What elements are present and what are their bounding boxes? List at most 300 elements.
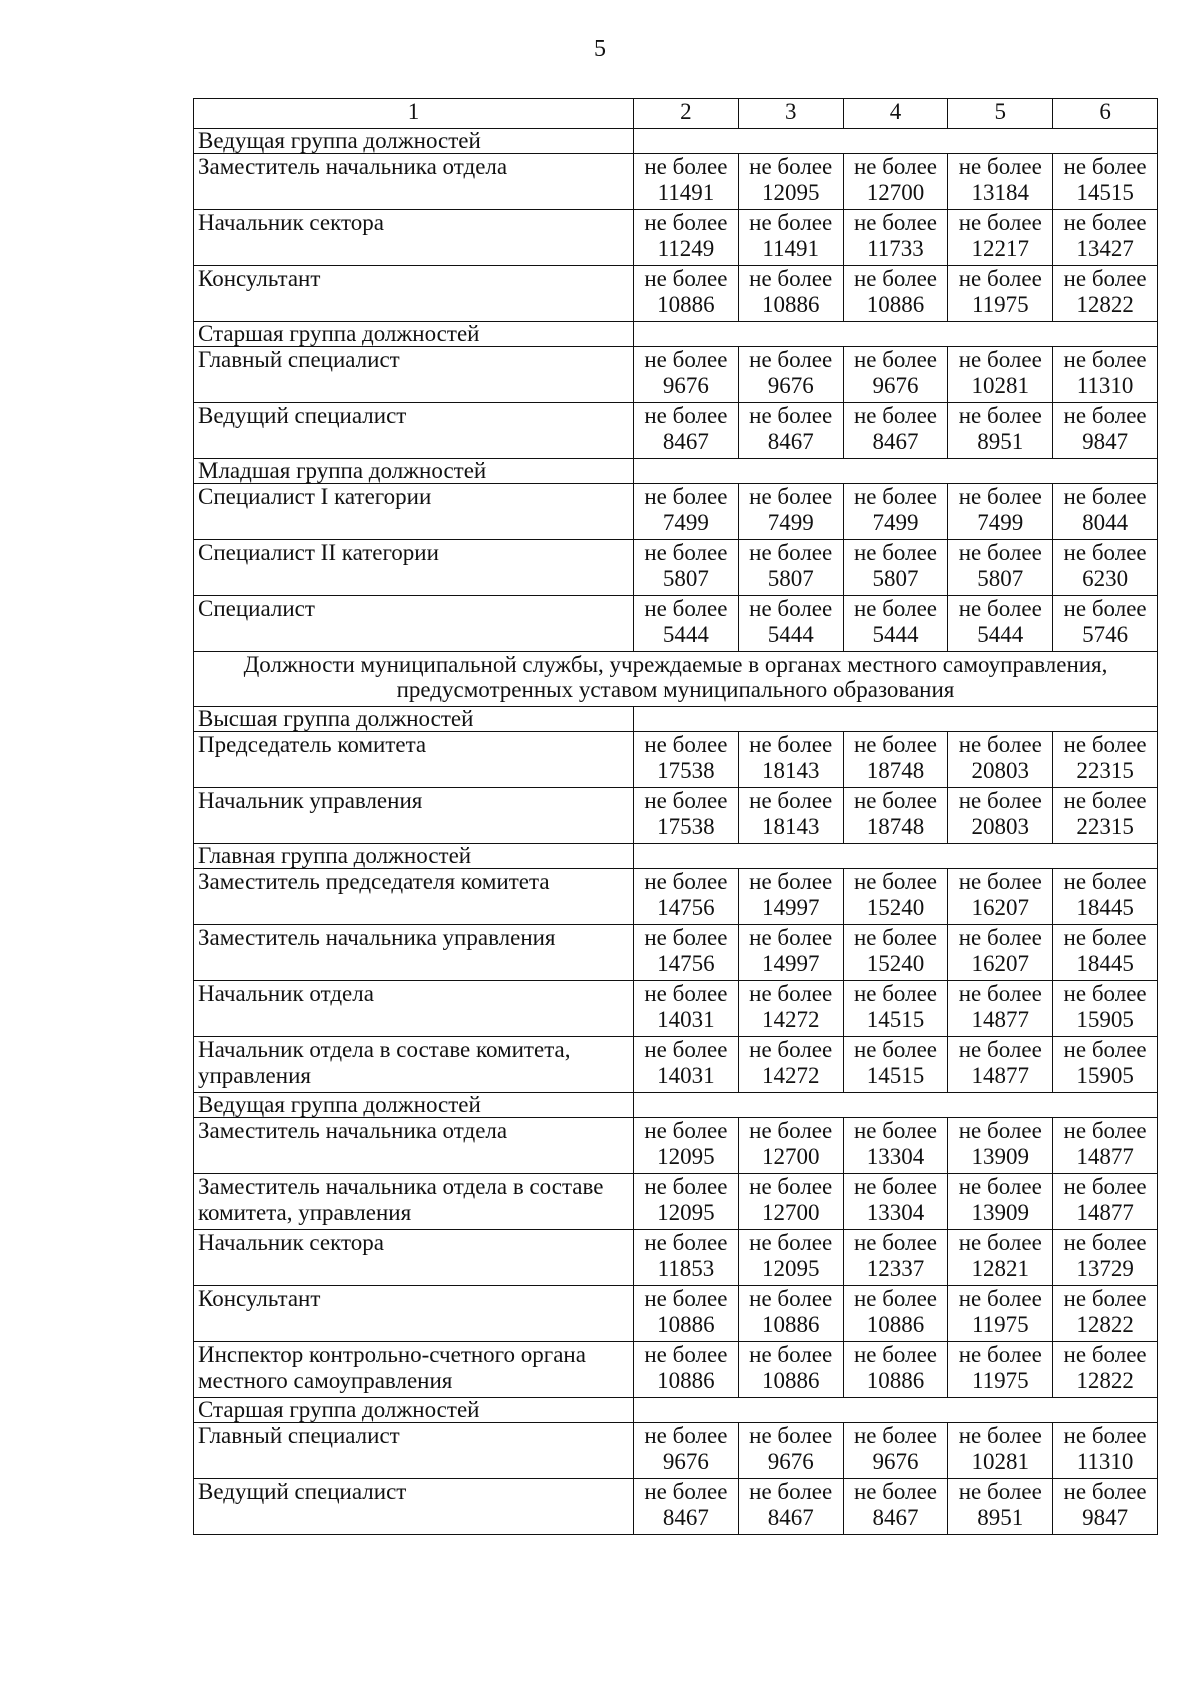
value-prefix: не более xyxy=(749,1423,833,1448)
salary-value-cell xyxy=(843,1286,948,1342)
value-prefix: не более xyxy=(958,1230,1042,1255)
value-prefix: не более xyxy=(853,1037,938,1062)
salary-value-cell xyxy=(948,788,1053,844)
salary-value: 15240 xyxy=(866,895,925,920)
value-prefix: не более xyxy=(958,154,1042,179)
salary-value: 7499 xyxy=(767,510,814,535)
salary-value-cell xyxy=(948,1423,1053,1479)
salary-value-cell xyxy=(634,1174,739,1230)
salary-value-cell xyxy=(634,266,739,322)
salary-value: 14756 xyxy=(657,895,715,920)
salary-table xyxy=(193,98,1158,1535)
value-prefix: не более xyxy=(958,869,1042,894)
salary-value-cell xyxy=(1053,981,1158,1037)
salary-value-cell xyxy=(1053,1230,1158,1286)
salary-value: 10886 xyxy=(866,292,925,317)
value-prefix: не более xyxy=(644,484,728,509)
salary-value-cell xyxy=(738,403,843,459)
position-name: Специалист I категории xyxy=(194,484,634,540)
salary-value-cell xyxy=(1053,1342,1158,1398)
salary-table-body xyxy=(194,99,1158,1535)
salary-value-cell xyxy=(843,981,948,1037)
value-prefix: не более xyxy=(749,925,833,950)
salary-value-cell xyxy=(843,1037,948,1093)
salary-value-cell xyxy=(634,981,739,1037)
salary-value: 9847 xyxy=(1082,429,1129,454)
salary-value: 18748 xyxy=(866,758,925,783)
value-prefix: не более xyxy=(853,869,938,894)
value-prefix: не более xyxy=(958,266,1042,291)
value-prefix: не более xyxy=(1063,1174,1147,1199)
salary-value-cell xyxy=(843,540,948,596)
position-name: Консультант xyxy=(194,266,634,322)
salary-value: 12095 xyxy=(657,1144,715,1169)
value-prefix: не более xyxy=(749,1342,833,1367)
value-prefix: не более xyxy=(958,484,1042,509)
salary-value: 17538 xyxy=(657,758,715,783)
value-prefix: не более xyxy=(749,869,833,894)
position-name: Заместитель председателя комитета xyxy=(194,869,634,925)
salary-value-cell xyxy=(948,540,1053,596)
value-prefix: не более xyxy=(853,1342,938,1367)
value-prefix: не более xyxy=(958,347,1042,372)
value-prefix: не более xyxy=(1063,540,1147,565)
table-row xyxy=(194,1174,1158,1230)
column-header: 4 xyxy=(843,99,948,129)
salary-value: 6230 xyxy=(1082,566,1129,591)
salary-value-cell xyxy=(634,869,739,925)
salary-value-cell xyxy=(948,1342,1053,1398)
value-prefix: не более xyxy=(958,596,1042,621)
value-prefix: не более xyxy=(853,347,938,372)
salary-value: 12337 xyxy=(866,1256,925,1281)
value-prefix: не более xyxy=(644,1286,728,1311)
position-name: Главный специалист xyxy=(194,347,634,403)
value-prefix: не более xyxy=(644,1230,728,1255)
salary-value-cell xyxy=(634,1037,739,1093)
salary-value-cell xyxy=(1053,869,1158,925)
table-row xyxy=(194,596,1158,652)
section-title: Должности муниципальной службы, учреждаемые в органах местного самоуправления, предусмотренных уставом муниципального образования xyxy=(194,652,1158,707)
salary-value-cell xyxy=(738,1286,843,1342)
value-prefix: не более xyxy=(1063,403,1147,428)
salary-value: 14756 xyxy=(657,951,715,976)
group-empty-cell xyxy=(634,322,1158,347)
value-prefix: не более xyxy=(644,347,728,372)
position-name: Начальник отдела xyxy=(194,981,634,1037)
salary-value-cell xyxy=(1053,1037,1158,1093)
salary-value: 7499 xyxy=(872,510,919,535)
salary-value-cell xyxy=(634,788,739,844)
column-header: 2 xyxy=(634,99,739,129)
salary-value-cell xyxy=(738,925,843,981)
salary-value-cell xyxy=(948,1286,1053,1342)
value-prefix: не более xyxy=(1063,732,1147,757)
value-prefix: не более xyxy=(853,596,938,621)
value-prefix: не более xyxy=(1063,210,1147,235)
group-name: Ведущая группа должностей xyxy=(194,129,634,154)
salary-value: 20803 xyxy=(971,814,1030,839)
value-prefix: не более xyxy=(853,732,938,757)
value-prefix: не более xyxy=(644,1479,728,1504)
salary-value-cell xyxy=(843,788,948,844)
position-name: Начальник сектора xyxy=(194,1230,634,1286)
salary-value-cell xyxy=(634,1230,739,1286)
group-name: Старшая группа должностей xyxy=(194,1398,634,1423)
salary-value: 14515 xyxy=(1076,180,1134,205)
salary-value-cell xyxy=(634,210,739,266)
salary-value-cell xyxy=(843,1479,948,1535)
column-header-row xyxy=(194,99,1158,129)
table-row xyxy=(194,1342,1158,1398)
salary-value: 14515 xyxy=(866,1063,925,1088)
table-row xyxy=(194,403,1158,459)
salary-value: 13729 xyxy=(1076,1256,1134,1281)
salary-value-cell xyxy=(1053,1423,1158,1479)
salary-value: 14515 xyxy=(866,1007,925,1032)
salary-value-cell xyxy=(948,266,1053,322)
salary-value-cell xyxy=(1053,596,1158,652)
value-prefix: не более xyxy=(1063,266,1147,291)
salary-value: 8467 xyxy=(767,1505,814,1530)
value-prefix: не более xyxy=(749,154,833,179)
table-row xyxy=(194,1230,1158,1286)
value-prefix: не более xyxy=(644,210,728,235)
group-empty-cell xyxy=(634,1093,1158,1118)
value-prefix: не более xyxy=(1063,1118,1147,1143)
salary-value: 8467 xyxy=(872,429,919,454)
section-header-row xyxy=(194,652,1158,707)
position-name: Инспектор контрольно-счетного органа местного самоуправления xyxy=(194,1342,634,1398)
value-prefix: не более xyxy=(958,1423,1042,1448)
salary-value: 11491 xyxy=(762,236,820,261)
salary-value: 14877 xyxy=(971,1063,1030,1088)
value-prefix: не более xyxy=(644,732,728,757)
salary-value-cell xyxy=(843,869,948,925)
salary-value: 5807 xyxy=(767,566,814,591)
salary-value-cell xyxy=(1053,1118,1158,1174)
salary-value: 13184 xyxy=(971,180,1030,205)
salary-value-cell xyxy=(1053,403,1158,459)
salary-value: 9676 xyxy=(872,373,919,398)
salary-value-cell xyxy=(948,925,1053,981)
salary-value: 14997 xyxy=(761,951,820,976)
table-row xyxy=(194,1286,1158,1342)
group-header-row xyxy=(194,459,1158,484)
value-prefix: не более xyxy=(644,981,728,1006)
salary-value: 10281 xyxy=(971,1449,1030,1474)
value-prefix: не более xyxy=(644,1423,728,1448)
salary-value: 11975 xyxy=(971,1312,1029,1337)
salary-value: 9676 xyxy=(767,1449,814,1474)
position-name: Начальник отдела в составе комитета, управления xyxy=(194,1037,634,1093)
value-prefix: не более xyxy=(644,1174,728,1199)
position-name: Начальник управления xyxy=(194,788,634,844)
position-name: Главный специалист xyxy=(194,1423,634,1479)
salary-value: 13909 xyxy=(971,1200,1030,1225)
value-prefix: не более xyxy=(958,1037,1042,1062)
value-prefix: не более xyxy=(853,403,938,428)
salary-value-cell xyxy=(948,1174,1053,1230)
value-prefix: не более xyxy=(853,540,938,565)
position-name: Заместитель начальника отдела xyxy=(194,1118,634,1174)
salary-value: 13427 xyxy=(1076,236,1134,261)
salary-value: 14877 xyxy=(1076,1144,1134,1169)
salary-value-cell xyxy=(948,1118,1053,1174)
value-prefix: не более xyxy=(749,1037,833,1062)
salary-value: 9676 xyxy=(662,373,709,398)
salary-value-cell xyxy=(738,1230,843,1286)
table-row xyxy=(194,925,1158,981)
table-row xyxy=(194,540,1158,596)
salary-value: 5444 xyxy=(767,622,814,647)
salary-value-cell xyxy=(948,1037,1053,1093)
salary-value: 14272 xyxy=(761,1007,820,1032)
salary-value-cell xyxy=(843,403,948,459)
salary-value-cell xyxy=(843,1342,948,1398)
column-header: 6 xyxy=(1053,99,1158,129)
value-prefix: не более xyxy=(958,1118,1042,1143)
value-prefix: не более xyxy=(644,1037,728,1062)
value-prefix: не более xyxy=(749,347,833,372)
value-prefix: не более xyxy=(853,1286,938,1311)
value-prefix: не более xyxy=(644,403,728,428)
salary-value-cell xyxy=(1053,788,1158,844)
salary-value-cell xyxy=(948,347,1053,403)
salary-value-cell xyxy=(634,1342,739,1398)
salary-value: 12700 xyxy=(866,180,925,205)
salary-value-cell xyxy=(948,154,1053,210)
group-empty-cell xyxy=(634,459,1158,484)
salary-value-cell xyxy=(738,596,843,652)
table-row xyxy=(194,1118,1158,1174)
value-prefix: не более xyxy=(1063,1479,1147,1504)
salary-value: 16207 xyxy=(971,895,1030,920)
salary-value-cell xyxy=(948,732,1053,788)
table-row xyxy=(194,347,1158,403)
salary-value: 14997 xyxy=(761,895,820,920)
position-name: Ведущий специалист xyxy=(194,1479,634,1535)
value-prefix: не более xyxy=(853,210,938,235)
group-name: Высшая группа должностей xyxy=(194,707,634,732)
salary-value: 8467 xyxy=(872,1505,919,1530)
salary-value: 5444 xyxy=(872,622,919,647)
value-prefix: не более xyxy=(853,1479,938,1504)
salary-value-cell xyxy=(738,484,843,540)
value-prefix: не более xyxy=(853,788,938,813)
salary-value: 15905 xyxy=(1076,1007,1134,1032)
salary-value-cell xyxy=(948,1230,1053,1286)
salary-value-cell xyxy=(948,210,1053,266)
salary-value-cell xyxy=(738,1174,843,1230)
value-prefix: не более xyxy=(749,210,833,235)
value-prefix: не более xyxy=(1063,925,1147,950)
salary-value: 22315 xyxy=(1076,758,1134,783)
salary-value: 10886 xyxy=(866,1312,925,1337)
salary-value-cell xyxy=(843,347,948,403)
position-name: Председатель комитета xyxy=(194,732,634,788)
salary-value-cell xyxy=(843,154,948,210)
salary-value: 8467 xyxy=(662,1505,709,1530)
position-name: Специалист xyxy=(194,596,634,652)
salary-value-cell xyxy=(1053,925,1158,981)
salary-value-cell xyxy=(738,266,843,322)
salary-value: 14272 xyxy=(761,1063,820,1088)
salary-value: 15905 xyxy=(1076,1063,1134,1088)
salary-value: 12095 xyxy=(657,1200,715,1225)
salary-value: 17538 xyxy=(657,814,715,839)
salary-value-cell xyxy=(948,869,1053,925)
salary-value: 12821 xyxy=(971,1256,1030,1281)
salary-value-cell xyxy=(634,732,739,788)
value-prefix: не более xyxy=(749,1118,833,1143)
salary-value-cell xyxy=(948,484,1053,540)
salary-value-cell xyxy=(738,1118,843,1174)
salary-value-cell xyxy=(634,484,739,540)
position-name: Заместитель начальника отдела в составе комитета, управления xyxy=(194,1174,634,1230)
salary-value: 13304 xyxy=(866,1200,925,1225)
value-prefix: не более xyxy=(958,1174,1042,1199)
salary-value: 10886 xyxy=(657,1368,715,1393)
salary-value-cell xyxy=(843,596,948,652)
salary-value-cell xyxy=(634,1286,739,1342)
value-prefix: не более xyxy=(1063,788,1147,813)
salary-value-cell xyxy=(1053,732,1158,788)
salary-value: 5807 xyxy=(872,566,919,591)
salary-value-cell xyxy=(634,154,739,210)
salary-value: 11733 xyxy=(867,236,924,261)
salary-value: 8467 xyxy=(767,429,814,454)
salary-value: 9847 xyxy=(1082,1505,1129,1530)
salary-value-cell xyxy=(1053,154,1158,210)
salary-value: 9676 xyxy=(767,373,814,398)
salary-value: 11310 xyxy=(1076,373,1134,398)
value-prefix: не более xyxy=(749,484,833,509)
position-name: Ведущий специалист xyxy=(194,403,634,459)
value-prefix: не более xyxy=(958,1342,1042,1367)
table-row xyxy=(194,1423,1158,1479)
value-prefix: не более xyxy=(644,925,728,950)
salary-value-cell xyxy=(948,403,1053,459)
group-header-row xyxy=(194,322,1158,347)
table-row xyxy=(194,1037,1158,1093)
value-prefix: не более xyxy=(853,981,938,1006)
salary-value-cell xyxy=(634,596,739,652)
salary-value-cell xyxy=(843,925,948,981)
value-prefix: не более xyxy=(749,403,833,428)
salary-value-cell xyxy=(948,981,1053,1037)
salary-value: 14031 xyxy=(657,1063,715,1088)
column-header: 5 xyxy=(948,99,1053,129)
salary-value-cell xyxy=(738,788,843,844)
value-prefix: не более xyxy=(853,1230,938,1255)
value-prefix: не более xyxy=(749,540,833,565)
salary-value: 20803 xyxy=(971,758,1030,783)
salary-value: 13304 xyxy=(866,1144,925,1169)
salary-value: 12095 xyxy=(761,180,820,205)
value-prefix: не более xyxy=(958,788,1042,813)
value-prefix: не более xyxy=(1063,1037,1147,1062)
value-prefix: не более xyxy=(644,266,728,291)
salary-value-cell xyxy=(634,403,739,459)
salary-value: 22315 xyxy=(1076,814,1134,839)
value-prefix: не более xyxy=(644,869,728,894)
salary-value: 10886 xyxy=(866,1368,925,1393)
position-name: Начальник сектора xyxy=(194,210,634,266)
salary-value-cell xyxy=(738,1423,843,1479)
salary-value-cell xyxy=(738,210,843,266)
group-empty-cell xyxy=(634,1398,1158,1423)
value-prefix: не более xyxy=(853,1118,938,1143)
table-row xyxy=(194,1479,1158,1535)
value-prefix: не более xyxy=(1063,347,1147,372)
salary-value: 9676 xyxy=(662,1449,709,1474)
value-prefix: не более xyxy=(644,788,728,813)
value-prefix: не более xyxy=(749,788,833,813)
value-prefix: не более xyxy=(853,154,938,179)
salary-value-cell xyxy=(1053,210,1158,266)
table-row xyxy=(194,210,1158,266)
value-prefix: не более xyxy=(749,596,833,621)
value-prefix: не более xyxy=(853,1174,938,1199)
salary-value: 8467 xyxy=(662,429,709,454)
salary-value-cell xyxy=(1053,484,1158,540)
value-prefix: не более xyxy=(853,484,938,509)
salary-value: 5746 xyxy=(1082,622,1129,647)
salary-value: 18143 xyxy=(761,758,820,783)
salary-value: 14877 xyxy=(1076,1200,1134,1225)
value-prefix: не более xyxy=(958,210,1042,235)
group-header-row xyxy=(194,129,1158,154)
salary-value-cell xyxy=(738,540,843,596)
salary-value: 18748 xyxy=(866,814,925,839)
salary-value: 12700 xyxy=(761,1144,820,1169)
value-prefix: не более xyxy=(749,1174,833,1199)
value-prefix: не более xyxy=(1063,1423,1147,1448)
value-prefix: не более xyxy=(749,1230,833,1255)
salary-value: 5444 xyxy=(662,622,709,647)
salary-value-cell xyxy=(1053,540,1158,596)
value-prefix: не более xyxy=(1063,1342,1147,1367)
value-prefix: не более xyxy=(958,403,1042,428)
value-prefix: не более xyxy=(958,1286,1042,1311)
value-prefix: не более xyxy=(644,1342,728,1367)
value-prefix: не более xyxy=(958,1479,1042,1504)
column-header: 1 xyxy=(194,99,634,129)
salary-value-cell xyxy=(738,1037,843,1093)
salary-value-cell xyxy=(738,981,843,1037)
salary-value-cell xyxy=(843,210,948,266)
column-header: 3 xyxy=(738,99,843,129)
salary-value: 16207 xyxy=(971,951,1030,976)
salary-value: 10281 xyxy=(971,373,1030,398)
salary-value: 8951 xyxy=(977,1505,1024,1530)
value-prefix: не более xyxy=(853,925,938,950)
value-prefix: не более xyxy=(1063,154,1147,179)
value-prefix: не более xyxy=(958,732,1042,757)
value-prefix: не более xyxy=(749,266,833,291)
value-prefix: не более xyxy=(749,981,833,1006)
value-prefix: не более xyxy=(1063,1286,1147,1311)
salary-value: 5444 xyxy=(977,622,1024,647)
group-header-row xyxy=(194,1398,1158,1423)
value-prefix: не более xyxy=(958,925,1042,950)
group-name: Старшая группа должностей xyxy=(194,322,634,347)
salary-value: 10886 xyxy=(657,292,715,317)
value-prefix: не более xyxy=(853,266,938,291)
value-prefix: не более xyxy=(853,1423,938,1448)
salary-value-cell xyxy=(843,1230,948,1286)
